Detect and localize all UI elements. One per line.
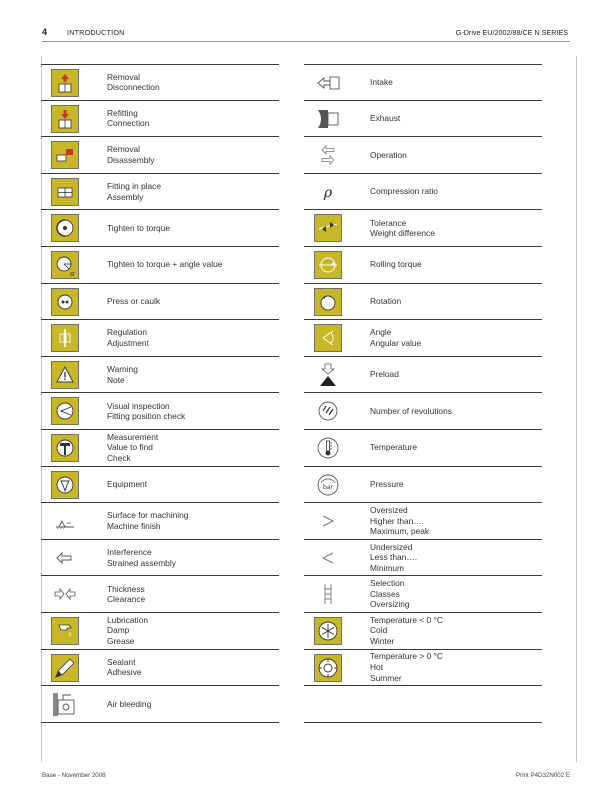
rolling-torque-icon <box>314 251 342 279</box>
symbol-description <box>370 210 435 246</box>
symbol-description <box>370 430 417 466</box>
symbol-list-left <box>41 64 279 723</box>
description-line: Disassembly <box>107 154 155 165</box>
description-line: Temperature <box>370 442 418 453</box>
section-title: INTRODUCTION <box>67 28 125 37</box>
hot-icon <box>314 654 342 682</box>
description-line: Note <box>107 374 125 385</box>
series-title: G-Drive EU/2002/88/CE N SERIES <box>455 28 568 37</box>
temperature-icon <box>314 434 342 462</box>
description-line: Oversizing <box>370 599 410 610</box>
description-line: Angular value <box>370 337 422 348</box>
description-line: Strained assembly <box>107 557 176 568</box>
description-line: Tighten to torque <box>107 222 171 233</box>
description-line: Less than…. <box>370 552 418 563</box>
symbol-description <box>107 613 148 649</box>
press-caulk-icon <box>51 288 79 316</box>
symbol-list-right <box>304 64 542 723</box>
description-line: Machine finish <box>107 520 161 531</box>
description-line: Undersized <box>370 541 413 552</box>
symbol-row <box>304 393 542 430</box>
symbol-row <box>41 650 279 687</box>
description-line: Tolerance <box>370 217 407 228</box>
svg-text:α: α <box>70 269 75 278</box>
symbol-row <box>41 503 279 540</box>
symbol-row <box>41 576 279 613</box>
equipment-icon <box>51 471 79 499</box>
preload-icon <box>314 361 342 389</box>
page-number: 4 <box>42 27 48 37</box>
symbol-description <box>107 357 138 393</box>
symbol-row <box>304 137 542 174</box>
description-line: Adjustment <box>107 337 149 348</box>
removal-icon <box>51 69 79 97</box>
description-line: Tighten to torque + angle value <box>107 259 223 270</box>
description-line: Intake <box>370 77 393 87</box>
description-line: Fitting in place <box>107 180 161 191</box>
symbol-row <box>304 686 542 723</box>
description-line: Pressure <box>370 479 404 490</box>
symbol-description <box>107 247 222 283</box>
symbol-description <box>107 686 151 722</box>
symbol-row <box>41 137 279 174</box>
description-line: Rotation <box>370 296 402 307</box>
description-line: Interference <box>107 546 152 557</box>
description-line: Refitting <box>107 107 138 118</box>
description-line: Clearance <box>107 594 146 605</box>
description-line: Press or caulk <box>107 296 161 307</box>
description-line: Damp <box>107 625 130 636</box>
svg-text:ρ: ρ <box>323 184 333 201</box>
description-line: Connection <box>107 118 150 129</box>
torque-angle-icon <box>51 251 79 279</box>
symbol-description <box>107 137 154 173</box>
description-line: Regulation <box>107 327 148 338</box>
symbol-row <box>41 686 279 723</box>
symbol-row <box>41 174 279 211</box>
symbol-row <box>304 247 542 284</box>
rotation-icon <box>314 288 342 316</box>
torque-icon <box>51 214 79 242</box>
symbol-row <box>41 247 279 284</box>
warning-icon <box>51 361 79 389</box>
symbol-row <box>304 467 542 504</box>
description-line: Check <box>107 453 131 464</box>
footer-edition: Base - November 2008 <box>42 772 106 779</box>
description-line: Removal <box>107 144 141 155</box>
description-line: Adhesive <box>107 667 142 678</box>
symbol-description <box>107 430 158 466</box>
selection-icon <box>314 580 342 608</box>
description-line: Selection <box>370 578 405 589</box>
description-line: Warning <box>107 363 138 374</box>
symbol-description <box>370 613 443 649</box>
interference-icon <box>51 544 79 572</box>
air-bleeding-icon <box>51 690 79 718</box>
symbol-row <box>41 393 279 430</box>
symbol-description <box>370 357 399 393</box>
symbol-description <box>107 467 147 503</box>
symbol-description <box>107 101 149 137</box>
svg-text:bar: bar <box>323 483 333 491</box>
description-line: Grease <box>107 636 135 646</box>
symbol-row <box>304 320 542 357</box>
machining-surface-icon <box>51 507 79 535</box>
symbol-description <box>107 576 145 612</box>
symbol-description <box>370 467 404 503</box>
sealant-icon <box>51 654 79 682</box>
symbol-description <box>370 284 401 320</box>
description-line: Classes <box>370 588 400 599</box>
symbol-row <box>304 101 542 138</box>
description-line: Exhaust <box>370 113 401 124</box>
description-line: Assembly <box>107 191 144 202</box>
symbol-row <box>304 64 542 101</box>
symbol-row <box>304 576 542 613</box>
description-line: Thickness <box>107 583 145 594</box>
description-line: Value to find <box>107 442 153 453</box>
symbol-row <box>41 284 279 321</box>
symbol-description <box>107 503 188 539</box>
symbol-description <box>107 284 160 320</box>
revolutions-icon <box>314 397 342 425</box>
symbol-row <box>41 320 279 357</box>
symbol-row <box>41 430 279 467</box>
symbol-row <box>304 430 542 467</box>
symbol-description <box>107 210 170 246</box>
description-line: Air bleeding <box>107 698 152 709</box>
description-line: Surface for machining <box>107 510 189 521</box>
symbol-description <box>107 393 185 429</box>
symbol-row <box>304 613 542 650</box>
description-line: Maximum, peak <box>370 526 430 537</box>
description-line: Operation <box>370 149 407 160</box>
description-line: Angle <box>370 327 392 338</box>
tolerance-icon <box>314 214 342 242</box>
thickness-icon <box>51 580 79 608</box>
symbol-description <box>107 65 160 100</box>
oversized-icon <box>314 507 342 535</box>
refitting-icon <box>51 105 79 133</box>
operation-icon <box>314 141 342 169</box>
description-line: Temperature > 0 °C <box>370 651 443 662</box>
symbol-description <box>107 320 149 356</box>
symbol-description <box>107 540 176 576</box>
description-line: Removal <box>107 71 141 82</box>
visual-inspection-icon <box>51 397 79 425</box>
symbol-row <box>304 540 542 577</box>
description-line: Fitting position check <box>107 411 186 422</box>
symbol-description <box>370 576 410 612</box>
description-line: Hot <box>370 662 384 672</box>
symbol-row <box>304 284 542 321</box>
description-line: Preload <box>370 369 399 380</box>
symbol-row <box>304 357 542 394</box>
description-line: Temperature < 0 °C <box>370 614 443 625</box>
description-line: Equipment <box>107 479 148 490</box>
measurement-icon <box>51 434 79 462</box>
compression-ratio-icon <box>314 178 342 206</box>
description-line: Measurement <box>107 431 159 442</box>
symbol-row <box>41 64 279 101</box>
symbol-description <box>370 320 421 356</box>
intake-icon <box>314 69 342 97</box>
symbol-row <box>304 174 542 211</box>
symbol-row <box>41 210 279 247</box>
cold-icon <box>314 617 342 645</box>
symbol-row <box>304 210 542 247</box>
description-line: Lubrication <box>107 614 148 625</box>
frame-right-rule <box>576 56 577 762</box>
symbol-row <box>304 503 542 540</box>
symbol-description <box>370 540 417 576</box>
regulation-icon <box>51 324 79 352</box>
symbol-row <box>41 467 279 504</box>
symbol-description <box>370 65 393 100</box>
exhaust-icon <box>314 105 342 133</box>
lubrication-icon <box>51 617 79 645</box>
symbol-description <box>370 101 400 137</box>
description-line: Winter <box>370 636 395 646</box>
symbol-description <box>107 650 141 686</box>
symbol-description <box>370 393 452 429</box>
description-line: Sealant <box>107 656 136 667</box>
description-line: Weight difference <box>370 228 435 239</box>
symbol-description <box>370 503 429 539</box>
disassembly-icon <box>51 141 79 169</box>
symbol-row <box>304 650 542 687</box>
description-line: Visual inspection <box>107 400 170 411</box>
description-line: Compression ratio <box>370 186 438 197</box>
symbol-description <box>370 174 438 210</box>
description-line: Minimum <box>370 562 404 573</box>
undersized-icon <box>314 544 342 572</box>
footer-print-code: Print P4D32N002 E <box>516 772 570 779</box>
symbol-row <box>41 357 279 394</box>
symbol-description <box>370 650 443 686</box>
symbol-description <box>107 174 161 210</box>
description-line: Summer <box>370 672 402 683</box>
page-header <box>42 27 568 41</box>
symbol-row <box>41 540 279 577</box>
description-line: Disconnection <box>107 82 160 93</box>
angle-icon <box>314 324 342 352</box>
pressure-icon <box>314 471 342 499</box>
symbol-description <box>370 137 407 173</box>
header-rule <box>42 41 570 42</box>
description-line: Number of revolutions <box>370 405 452 416</box>
description-line: Higher than…. <box>370 515 424 526</box>
symbol-row <box>41 613 279 650</box>
assembly-icon <box>51 178 79 206</box>
description-line: Cold <box>370 625 388 636</box>
description-line: Rolling torque <box>370 259 422 270</box>
symbol-description <box>370 247 422 283</box>
symbol-row <box>41 101 279 138</box>
description-line: Oversized <box>370 505 408 516</box>
